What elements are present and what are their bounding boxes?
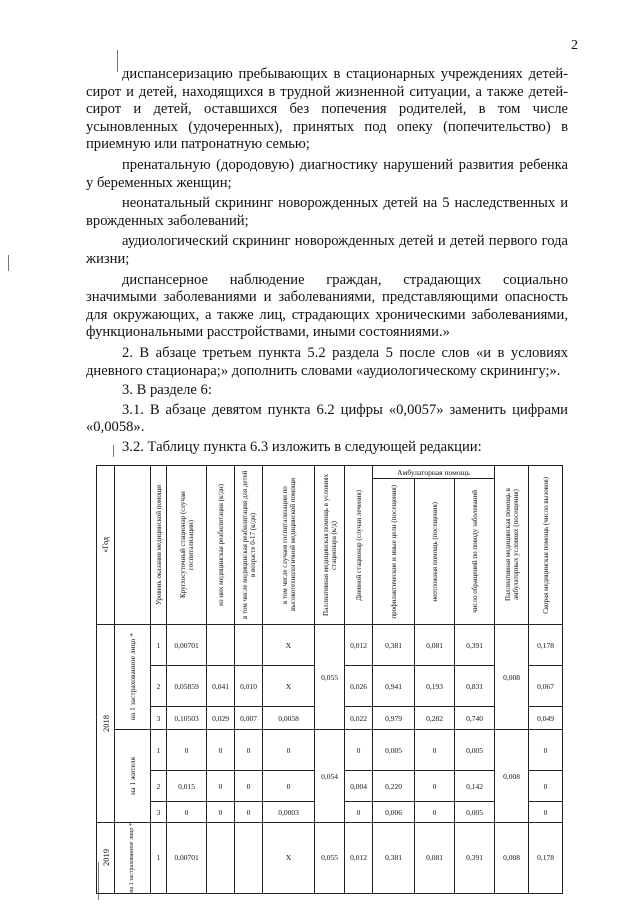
header-blank (115, 466, 151, 625)
cell-kr: 0,05859 (167, 666, 207, 707)
cell-rehk: 0 (235, 730, 263, 771)
page-number: 2 (571, 38, 578, 53)
header-kr-stac: Круглосуточный стационар (случаи госпитализации) (167, 466, 207, 625)
header-amb-group: Амбулаторная помощь (373, 466, 495, 479)
cell-reh: 0 (207, 771, 235, 802)
cell-prof: 0,006 (373, 802, 415, 823)
cell-urg: 0,193 (415, 666, 455, 707)
header-vmp: в том числе случаев госпитализации по высокотехнологичной медицинской помощи (263, 466, 315, 625)
table-row (97, 625, 563, 666)
cell-rehk: 0,007 (235, 707, 263, 730)
cell-level: 1 (151, 730, 167, 771)
cell-dis: 0,740 (455, 707, 495, 730)
cell-kr: 0,00701 (167, 823, 207, 894)
header-ambulance: Скорая медицинская помощь (число вызовов) (529, 466, 563, 625)
cell-vmp: 0,0003 (263, 802, 315, 823)
cell-rehk: 0,010 (235, 666, 263, 707)
cell-dis: 0,391 (455, 625, 495, 666)
cell-dis: 0,391 (455, 823, 495, 894)
cell-dis: 0,005 (455, 802, 495, 823)
cell-prof: 0,941 (373, 666, 415, 707)
cell-reh (207, 823, 235, 894)
cell-rehk: 0 (235, 771, 263, 802)
header-rehab: из них медицинская реабилитация (к/дн) (207, 466, 235, 625)
cell-vmp: 0 (263, 730, 315, 771)
cell-level: 2 (151, 666, 167, 707)
margin-mark (8, 255, 9, 271)
cell-pamb: 0,008 (495, 730, 529, 823)
cell-level: 3 (151, 707, 167, 730)
indicators-table (96, 465, 563, 894)
cell-amb: 0,067 (529, 666, 563, 707)
cell-amb: 0,178 (529, 823, 563, 894)
table-row (97, 730, 563, 771)
paragraph: аудиологический скрининг новорожденных детей и детей первого года жизни; (86, 233, 568, 267)
cell-amb: 0 (529, 771, 563, 802)
cell-day: 0,012 (345, 625, 373, 666)
cell-day: 0,004 (345, 771, 373, 802)
cell-prof: 0,381 (373, 625, 415, 666)
header-disease: число обращений по поводу заболеваний (455, 479, 495, 625)
cell-prof: 0,979 (373, 707, 415, 730)
group-cell: на 1 застрахованное лицо * (115, 625, 151, 730)
cell-urg: 0 (415, 802, 455, 823)
cell-dis: 0,142 (455, 771, 495, 802)
cell-dis: 0,831 (455, 666, 495, 707)
cell-kr: 0,015 (167, 771, 207, 802)
cell-urg: 0,282 (415, 707, 455, 730)
cell-dis: 0,005 (455, 730, 495, 771)
header-day-stac: Дневной стационар (случаи лечения) (345, 466, 373, 625)
cell-prof: 0,381 (373, 823, 415, 894)
paragraph: 2. В абзаце третьем пункта 5.2 раздела 5 после слов «и в условиях дневного стационара;» дополнить словами «аудиологическому скринингу;». (86, 344, 568, 379)
header-god: «Год (97, 466, 115, 625)
cell-pal: 0,055 (315, 823, 345, 894)
cell-rehk (235, 625, 263, 666)
cell-amb: 0 (529, 802, 563, 823)
year-cell: 2019 (97, 823, 115, 894)
cell-level: 3 (151, 802, 167, 823)
paragraph: диспансеризацию пребывающих в стационарных учреждениях детей-сирот и детей, находящихся в трудной жизненной ситуации, а также детей-сирот и детей, оставшихся без попечения родителей, в том числе усыновленных (удочеренных), принятых под опеку (попечительство) в приемную или патронатную семью; (86, 66, 568, 153)
cell-urg: 0,081 (415, 625, 455, 666)
paragraph: 3.2. Таблицу пункта 6.3 изложить в следующей редакции: (122, 438, 482, 455)
cell-pamb: 0,008 (495, 625, 529, 730)
cell-day: 0 (345, 802, 373, 823)
cell-reh: 0,029 (207, 707, 235, 730)
cell-pamb: 0,008 (495, 823, 529, 894)
cell-urg: 0,081 (415, 823, 455, 894)
group-cell: на 1 жителя (115, 730, 151, 823)
cell-reh: 0 (207, 802, 235, 823)
paragraph: 3.1. В абзаце девятом пункта 6.2 цифры «0,0057» заменить цифрами «0,0058». (86, 401, 568, 436)
cell-amb: 0 (529, 730, 563, 771)
paragraph: неонатальный скрининг новорожденных детей на 5 наследственных и врожденных заболеваний; (86, 195, 568, 229)
cell-reh: 0 (207, 730, 235, 771)
cell-prof: 0,220 (373, 771, 415, 802)
paragraph: диспансерное наблюдение граждан, страдающих социально значимыми заболеваниями и заболеваниями, представляющими опасность для окружающих, а также лиц, страдающих хроническими заболеваниями, функциональными расстройствами, иными состояниями.» (86, 271, 568, 341)
cell-level: 2 (151, 771, 167, 802)
header-level: Уровень оказания медицинской помощи (151, 466, 167, 625)
cell-urg: 0 (415, 730, 455, 771)
cell-amb: 0,178 (529, 625, 563, 666)
cell-day: 0 (345, 730, 373, 771)
cell-kr: 0 (167, 730, 207, 771)
table-row (97, 823, 563, 894)
cell-prof: 0,005 (373, 730, 415, 771)
cell-day: 0,012 (345, 823, 373, 894)
cell-pal: 0,055 (315, 625, 345, 730)
cell-kr: 0,10503 (167, 707, 207, 730)
header-rehab-kids: в том числе медицинская реабилитация для детей в возрасте 0-17 (к/дн) (235, 466, 263, 625)
paragraph: 3. В разделе 6: (122, 382, 212, 399)
paragraph: пренатальную (дородовую) диагностику нарушений развития ребенка у беременных женщин; (86, 156, 568, 191)
cell-kr: 0,00701 (167, 625, 207, 666)
cell-reh: 0,041 (207, 666, 235, 707)
cell-kr: 0 (167, 802, 207, 823)
cell-vmp: 0 (263, 771, 315, 802)
header-pall-amb: Паллиативная медицинская помощь в амбулаторных условиях (посещения) (495, 466, 529, 625)
cell-vmp: Х (263, 823, 315, 894)
body-text (86, 66, 568, 456)
cell-amb: 0,049 (529, 707, 563, 730)
cell-vmp: 0,0058 (263, 707, 315, 730)
header-prof: профилактические и иные цели (посещения) (373, 479, 415, 625)
cell-day: 0,022 (345, 707, 373, 730)
cell-pal: 0,054 (315, 730, 345, 823)
cell-level: 1 (151, 625, 167, 666)
cell-vmp: Х (263, 625, 315, 666)
cell-vmp: Х (263, 666, 315, 707)
cell-rehk (235, 823, 263, 894)
cell-reh (207, 625, 235, 666)
header-pall-stac: Паллиативная медицинская помощь в условиях стационара (к/д) (315, 466, 345, 625)
cell-day: 0,026 (345, 666, 373, 707)
cell-level: 1 (151, 823, 167, 894)
cell-urg: 0 (415, 771, 455, 802)
cell-rehk: 0 (235, 802, 263, 823)
year-cell: 2018 (97, 625, 115, 823)
header-urgent: неотложная помощь (посещения) (415, 479, 455, 625)
group-cell: на 1 застрахованное лицо * (115, 823, 151, 894)
